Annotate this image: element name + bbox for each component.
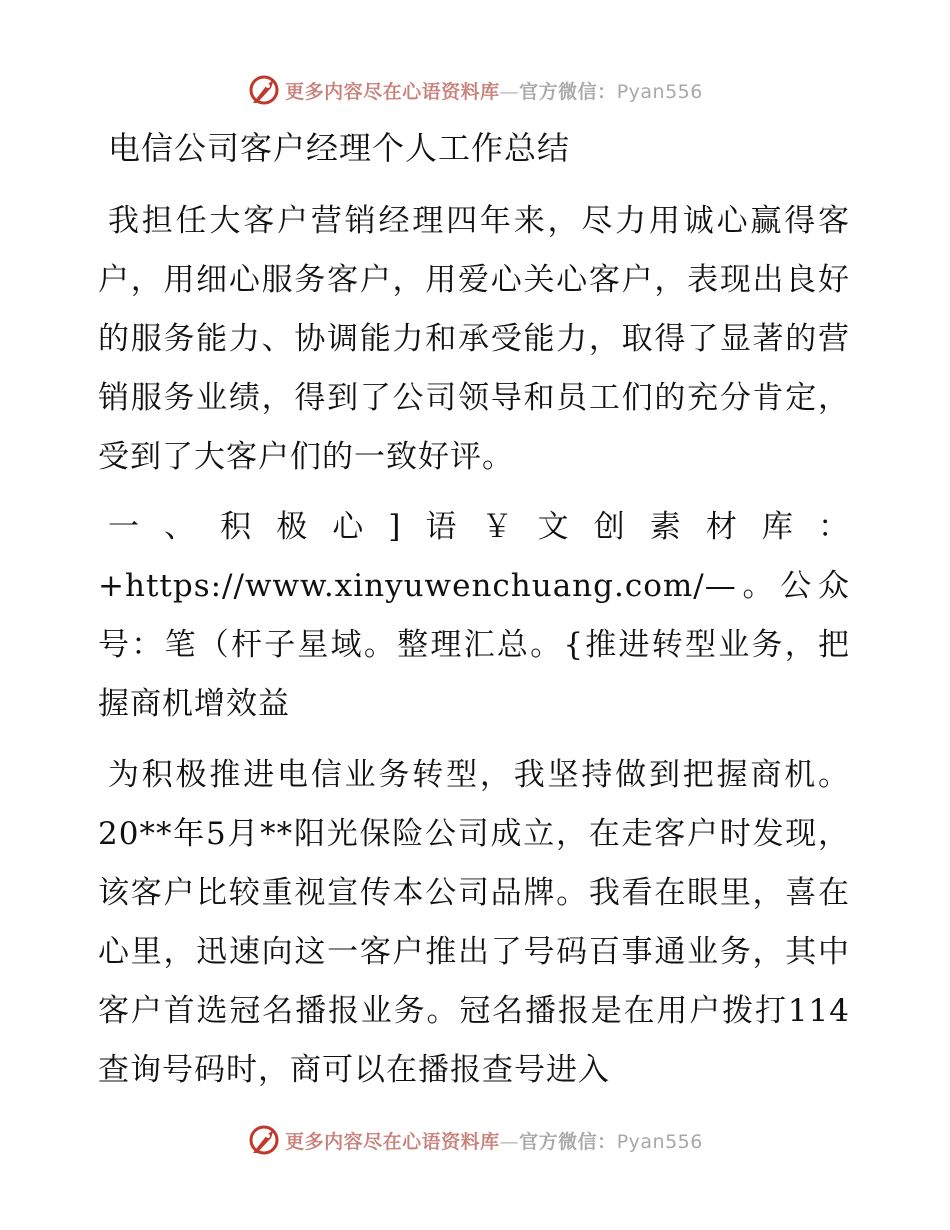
paragraph-section-one-body	[98, 746, 850, 1100]
watermark-wechat-id: Pyan556	[616, 1130, 703, 1153]
header-watermark	[0, 70, 950, 110]
paragraph-intro	[98, 192, 850, 487]
watermark-dash: —	[499, 1130, 520, 1153]
watermark-wechat-label: 官方微信：	[519, 80, 617, 103]
paragraph-intro-text: 我担任大客户营销经理四年来，尽力用诚心赢得客户，用细心服务客户，用爱心关心客户，表现出良好的服务能力、协调能力和承受能力，取得了显著的营销服务业绩，得到了公司领导和员工们的充分肯定，受到了大客户们的一致好评。	[98, 203, 850, 475]
watermark-wechat-id: Pyan556	[616, 80, 703, 103]
document-title: 电信公司客户经理个人工作总结	[108, 129, 571, 167]
footer-watermark	[0, 1120, 950, 1160]
pen-nib-circle-icon	[247, 73, 281, 107]
watermark-main-text: 更多内容尽在心语资料库	[285, 1130, 500, 1153]
watermark-wechat-label: 官方微信：	[519, 1130, 617, 1153]
watermark-main-text: 更多内容尽在心语资料库	[285, 80, 500, 103]
paragraph-section-one-body-text: 为积极推进电信业务转型，我坚持做到把握商机。20**年5月**阳光保险公司成立，在走客户时发现，该客户比较重视宣传本公司品牌。我看在眼里，喜在心里，迅速向这一客户推出了号码百事通业务，其中客户首选冠名播报业务。冠名播报是在用户拨打114查询号码时，商可以在播报查号进入	[98, 757, 850, 1088]
pen-nib-circle-icon	[247, 1123, 281, 1157]
watermark-dash: —	[499, 80, 520, 103]
paragraph-section-one-heading	[98, 498, 850, 734]
paragraph-section-one-text: 一、积极心]语￥文创素材库：+https://www.xinyuwenchuang.com/—。公众号：笔（杆子星域。整理汇总。{推进转型业务，把握商机增效益	[98, 509, 850, 722]
